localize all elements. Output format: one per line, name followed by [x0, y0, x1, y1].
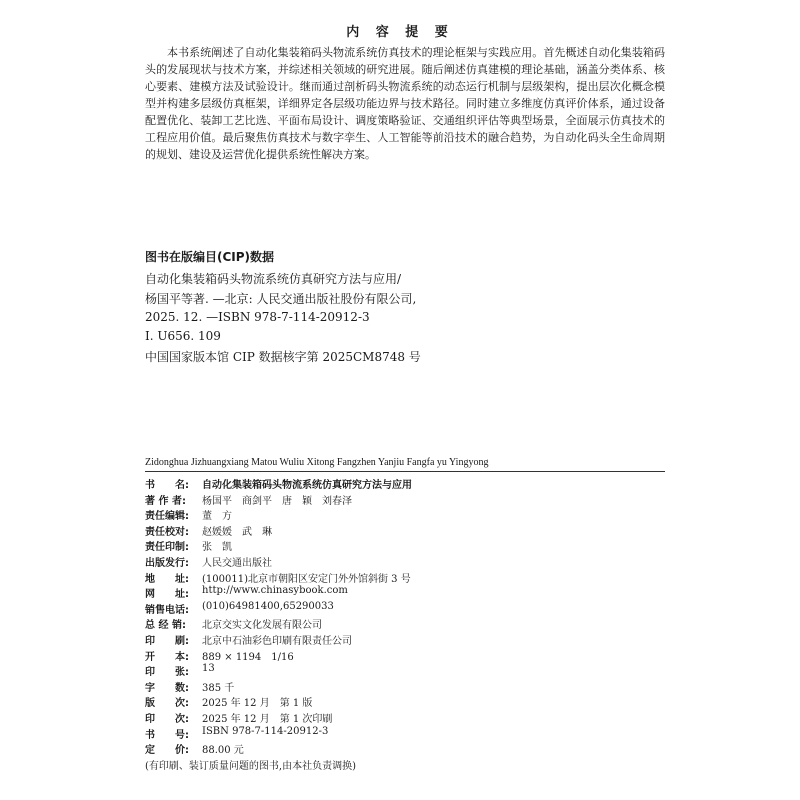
record-value: 88.00 元 [202, 745, 244, 757]
cip-line-record-number: 中国国家版本馆 CIP 数据核字第 2025CM8748 号 [145, 350, 421, 364]
record-label: 书 号: [145, 729, 189, 741]
record-label: 印 刷: [145, 636, 189, 647]
cip-line-title: 自动化集装箱码头物流系统仿真研究方法与应用/ [145, 272, 402, 286]
record-label: 出版发行: [145, 558, 189, 569]
record-label: 字 数: [145, 682, 189, 694]
footer-note: (有印刷、装订质量问题的图书,由本社负责调换) [145, 761, 356, 772]
divider-rule [145, 471, 665, 472]
record-label: 著 作 者: [145, 495, 186, 507]
cip-line-author-publisher: 杨国平等著. —北京: 人民交通出版社股份有限公司, [145, 292, 417, 306]
record-value: 北京交实文化发展有限公司 [202, 620, 322, 632]
record-value: 董 方 [202, 511, 232, 523]
record-label: 版 次: [145, 698, 189, 710]
record-value: 人民交通出版社 [202, 558, 272, 569]
cip-line-isbn: 2025. 12. —ISBN 978-7-114-20912-3 [145, 310, 370, 324]
record-value: 2025 年 12 月 第 1 版 [202, 698, 313, 710]
pinyin-title: Zidonghua Jizhuangxiang Matou Wuliu Xitong Fangzhen Yanjiu Fangfa yu Yingyong [145, 457, 489, 468]
cip-line-classification: Ⅰ. U656. 109 [145, 329, 221, 343]
record-value: 自动化集装箱码头物流系统仿真研究方法与应用 [202, 480, 412, 491]
summary-heading: 内 容 提 要 [346, 25, 454, 40]
record-value: 杨国平 商剑平 唐 颖 刘春泽 [202, 495, 352, 507]
record-value: 张 凯 [202, 542, 232, 554]
summary-paragraph: 本书系统阐述了自动化集装箱码头物流系统仿真技术的理论框架与实践应用。首先概述自动化集装箱码头的发展现状与技术方案，并综述相关领域的研究进展。随后阐述仿真建模的理论基础，涵盖分类体系、核心要素、建模方法及试验设计。继而通过剖析码头物流系统的动态运行机制与层级架构，提出层次化概念模型并构建多层级仿真框架，详细界定各层级功能边界与技术路径。同时建立多维度仿真评价体系，通过设备配置优化、装卸工艺比选、平面布局设计、调度策略验证、交通组织评估等典型场景，全面展示仿真技术的工程应用价值。最后聚焦仿真技术与数字孪生、人工智能等前沿技术的融合趋势，为自动化码头全生命周期的规划、建设及运营优化提供系统性解决方案。 [145, 46, 665, 161]
record-value: ISBN 978-7-114-20912-3 [202, 725, 329, 737]
record-value: (100011)北京市朝阳区安定门外外馆斜街 3 号 [202, 573, 411, 585]
record-value: http://www.chinasybook.com [202, 585, 348, 597]
cip-heading: 图书在版编目(CIP)数据 [145, 250, 275, 264]
record-label: 书 名: [145, 480, 189, 491]
record-value: 385 千 [202, 682, 235, 694]
record-value: 赵媛媛 武 琳 [202, 526, 272, 538]
record-label: 网 址: [145, 589, 189, 601]
record-value: 13 [202, 663, 215, 675]
record-value: 889 × 1194 1/16 [202, 651, 294, 663]
record-value: 2025 年 12 月 第 1 次印刷 [202, 714, 333, 725]
record-label: 销售电话: [145, 604, 189, 616]
record-label: 责任编辑: [145, 511, 189, 523]
record-label: 印 张: [145, 667, 189, 679]
summary-body [145, 44, 665, 163]
record-label: 责任印制: [145, 542, 189, 554]
record-label: 总 经 销: [145, 620, 186, 632]
record-label: 地 址: [145, 573, 189, 585]
record-label: 开 本: [145, 651, 189, 663]
record-label: 印 次: [145, 714, 189, 725]
record-label: 责任校对: [145, 526, 189, 538]
record-value: 北京中石油彩色印刷有限责任公司 [202, 636, 352, 647]
record-label: 定 价: [145, 745, 189, 757]
record-value: (010)64981400,65290033 [202, 600, 334, 612]
